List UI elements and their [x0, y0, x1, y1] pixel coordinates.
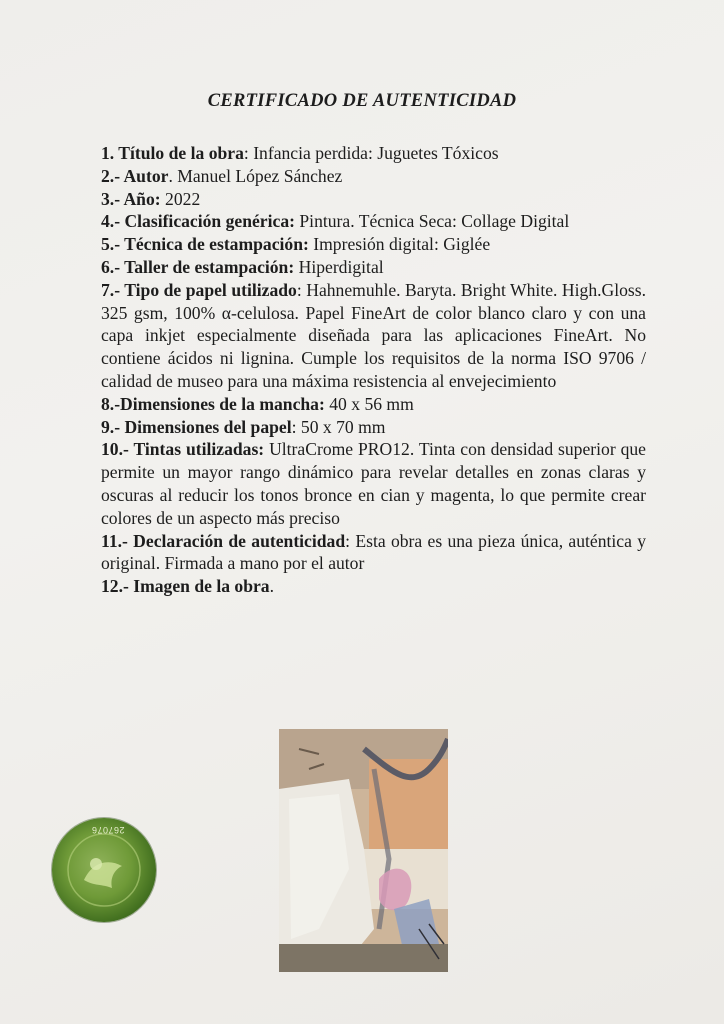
item-image-dimensions — [101, 393, 646, 416]
item-value: Esta obra es una pieza única, auténtica y original. Firmada a mano por el autor — [101, 530, 646, 574]
item-value: Manuel López Sánchez — [177, 165, 343, 186]
item-print-workshop — [101, 256, 646, 279]
item-value: Hiperdigital — [298, 256, 384, 277]
item-label: 4.- Clasificación genérica: — [101, 211, 295, 232]
item-value: 50 x 70 mm — [300, 416, 386, 437]
item-label: 3.- Año: — [101, 188, 161, 209]
item-classification — [101, 210, 646, 233]
item-value: . — [269, 576, 275, 597]
item-author: 2.- Autor. Manuel López Sánchez — [101, 165, 343, 186]
item-authenticity-declaration: 11.- Declaración de autenticidad: Esta obra es una pieza única, auténtica y original. Firmada a mano por el autor — [101, 530, 646, 574]
item-paper-type: 7.- Tipo de papel utilizado: Hahnemuhle. Baryta. Bright White. High.Gloss. 325 gsm, 100% α-celulosa. Papel FineArt de color blanco claro y con una capa inkjet especialmente diseñada para las aplicaciones FineArt. No contiene ácidos ni lignina. Cumple los requisitos de la norma ISO 9706 / calidad de museo para una máxima resistencia al envejecimiento — [101, 279, 646, 391]
item-value: Hahnemuhle. Baryta. Bright White. High.Gloss. 325 gsm, 100% α-celulosa. Papel FineArt de color blanco claro y con una capa inkjet especialmente diseñada para las aplicaciones FineArt. No contiene ácidos ni lignina. Cumple los requisitos de la norma ISO 9706 / calidad de museo para una máxima resistencia al envejecimiento — [101, 279, 646, 391]
certificate-title: CERTIFICADO DE AUTENTICIDAD — [207, 91, 517, 111]
item-value: Impresión digital: Giglée — [313, 234, 491, 255]
item-value: Infancia perdida: Juguetes Tóxicos — [253, 143, 499, 163]
item-inks — [101, 438, 646, 529]
item-label: 11.- Declaración de autenticidad — [101, 530, 346, 551]
item-label: 12.- Imagen de la obra — [101, 576, 270, 597]
item-label: 7.- Tipo de papel utilizado — [101, 279, 297, 300]
item-year — [101, 188, 646, 211]
item-label: 8.-Dimensiones de la mancha: — [101, 393, 325, 414]
item-value: UltraCrome PRO12. Tinta con densidad superior que permite un mayor rango dinámico para revelar detalles en zonas claras y oscuras al reducir los tonos bronce en cian y magenta, lo que permite crear colores de un aspecto más preciso — [101, 439, 646, 528]
item-value: 2022 — [165, 188, 201, 209]
item-value: Pintura. Técnica Seca: Collage Digital — [299, 211, 570, 232]
item-printing-technique — [101, 233, 646, 256]
item-paper-dimensions: 9.- Dimensiones del papel: 50 x 70 mm — [101, 416, 386, 437]
item-value: 40 x 56 mm — [329, 393, 414, 414]
item-label: 2.- Autor — [101, 165, 169, 186]
seal-serial-number: 267076 — [91, 825, 125, 835]
item-title-of-work: 1. Título de la obra: Infancia perdida: Juguetes Tóxicos — [101, 143, 499, 163]
item-label: 9.- Dimensiones del papel — [101, 416, 292, 437]
artwork-collage-icon — [279, 729, 448, 972]
item-label: 10.- Tintas utilizadas: — [101, 439, 265, 460]
item-label: 6.- Taller de estampación: — [101, 256, 295, 277]
artwork-image — [279, 729, 448, 972]
item-artwork-image — [101, 575, 646, 598]
item-label: 5.- Técnica de estampación: — [101, 234, 309, 255]
certificate-body — [101, 142, 646, 598]
item-label: 1. Título de la obra — [101, 143, 244, 163]
